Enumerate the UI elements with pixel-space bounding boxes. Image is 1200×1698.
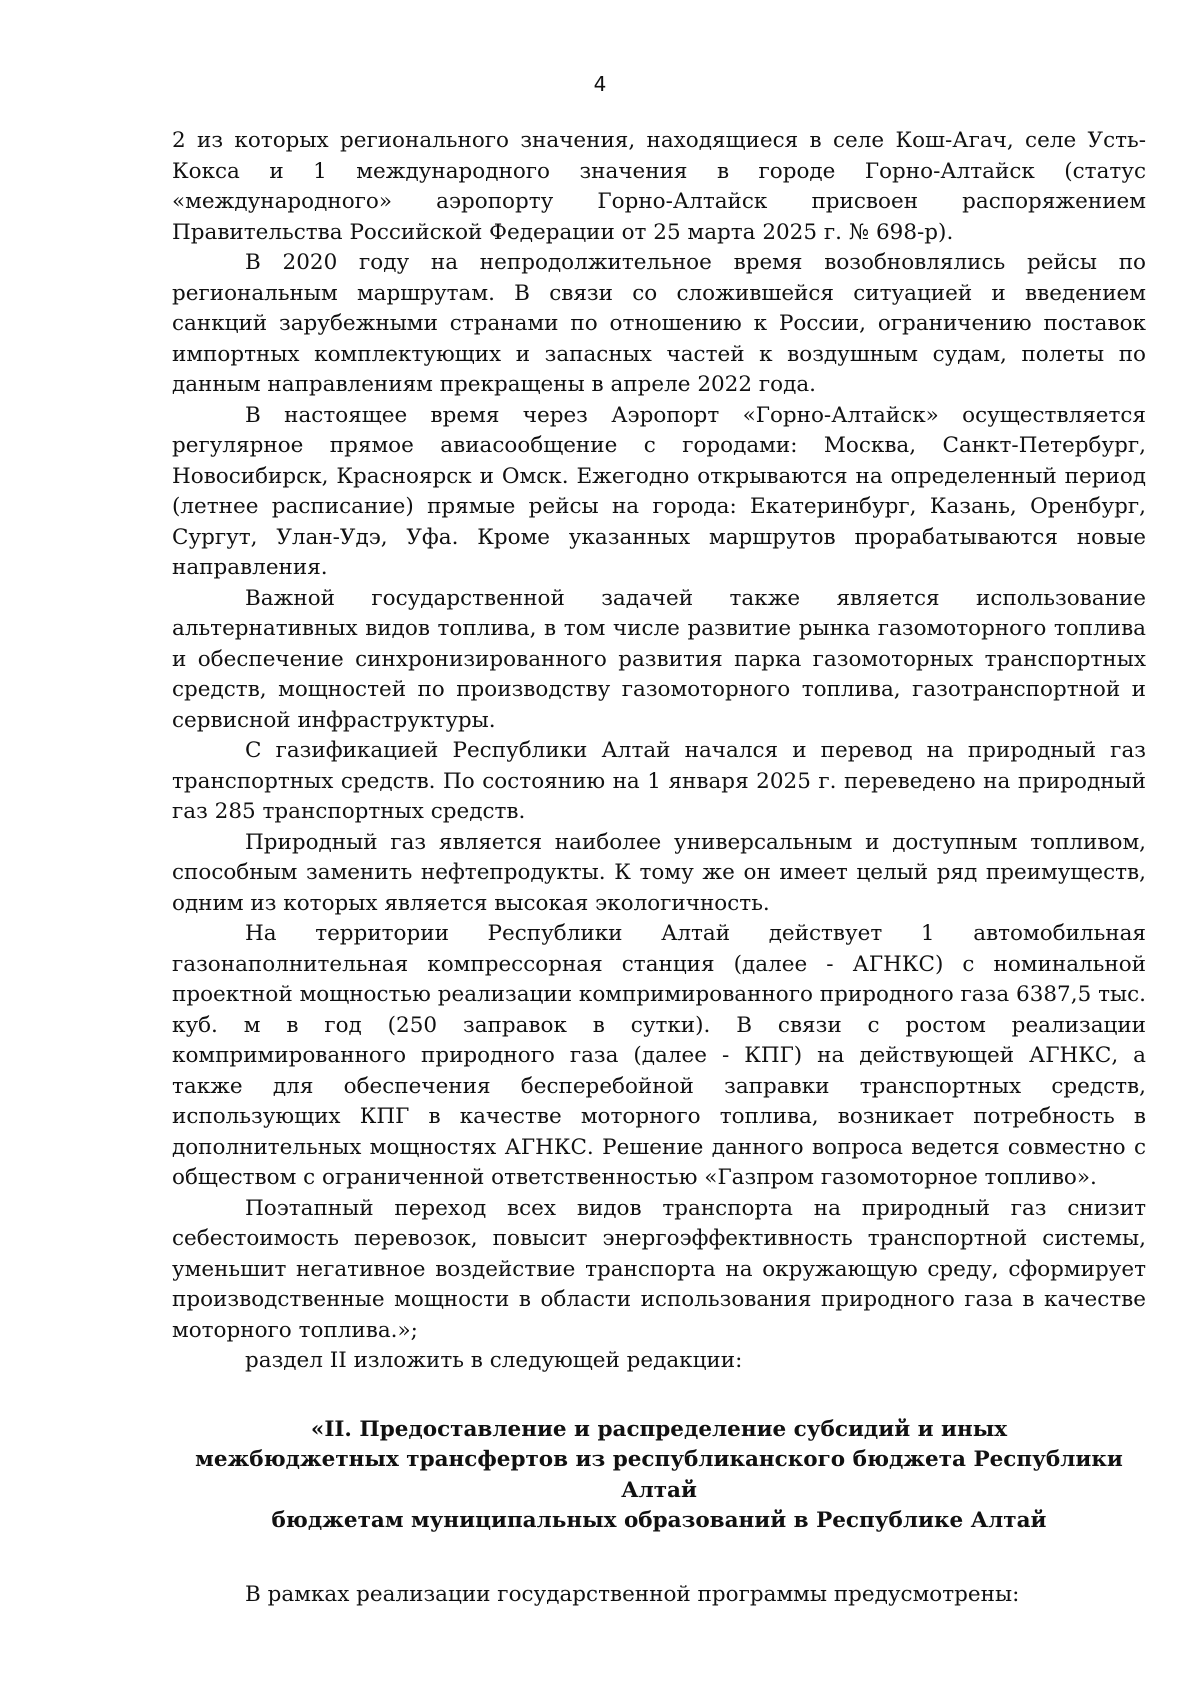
paragraph-gasification: С газификацией Республики Алтай начался и перевод на природный газ транспортных средств. По состоянию на 1 января 2025 г. переведено на природный газ 285 транспортных средств. bbox=[172, 738, 1146, 824]
paragraph-current-routes: В настоящее время через Аэропорт «Горно-Алтайск» осуществляется регулярное прямое авиасообщение с городами: Москва, Санкт-Петербург, Новосибирск, Красноярск и Омск. Ежегодно открываются на определенный период (летнее расписание) прямые рейсы на города: Екатеринбург, Казань, Оренбург, Сургут, Улан-Удэ, Уфа. Кроме указанных маршрутов прорабатываются новые направления. bbox=[172, 402, 1146, 580]
paragraph-program-provisions: В рамках реализации государственной программы предусмотрены: bbox=[245, 1581, 1020, 1607]
section-heading-line-1: «II. Предоставление и распределение субсидий и иных bbox=[310, 1416, 1008, 1442]
page-number: 4 bbox=[593, 72, 607, 96]
paragraph-transition: Поэтапный переход всех видов транспорта на природный газ снизит себестоимость перевозок, повысит энергоэффективность транспортной системы, уменьшит негативное воздействие транспорта на окружающую среду, сформирует производственные мощности в области использования природного газа в качестве моторного топлива.»; bbox=[172, 1195, 1146, 1343]
paragraph-section-instruction: раздел II изложить в следующей редакции: bbox=[245, 1348, 743, 1373]
paragraph-agnks-station: На территории Республики Алтай действует 1 автомобильная газонаполнительная компрессорная станция (далее - АГНКС) с номинальной проектной мощностью реализации компримированного природного газа 6387,5 тыс. куб. м в год (250 заправок в сутки). В связи с ростом реализации компримированного природного газа (далее - КПГ) на действующей АГНКС, а также для обеспечения бесперебойной заправки транспортных средств, использующих КПГ в качестве моторного топлива, возникает потребность в дополнительных мощностях АГНКС. Решение данного вопроса ведется совместно с обществом с ограниченной ответственностью «Газпром газомоторное топливо». bbox=[172, 921, 1146, 1190]
paragraph-regional-flights: В 2020 году на непродолжительное время возобновлялись рейсы по региональным маршрутам. В связи со сложившейся ситуацией и введением санкций зарубежными странами по отношению к России, ограничению поставок импортных комплектующих и запасных частей к воздушным судам, полеты по данным направлениям прекращены в апреле 2022 года. bbox=[172, 250, 1146, 397]
document-body bbox=[172, 126, 1146, 1610]
paragraph-alternative-fuel: Важной государственной задачей также является использование альтернативных видов топлива, в том числе развитие рынка газомоторного топлива и обеспечение синхронизированного развития парка газомоторных транспортных средств, мощностей по производству газомоторного топлива, газотранспортной и сервисной инфраструктуры. bbox=[172, 585, 1146, 733]
section-heading-line-3: бюджетам муниципальных образований в Республике Алтай bbox=[271, 1508, 1047, 1533]
section-heading-line-2: межбюджетных трансфертов из республиканского бюджета Республики Алтай bbox=[195, 1447, 1123, 1503]
paragraph-airports: 2 из которых регионального значения, находящиеся в селе Кош-Агач, селе Усть-Кокса и 1 международного значения в городе Горно-Алтайск (статус «международного» аэропорту Горно-Алтайск присвоен распоряжением Правительства Российской Федерации от 25 марта 2025 г. № 698-р). bbox=[172, 128, 1146, 245]
section-heading bbox=[172, 1415, 1146, 1537]
paragraph-natural-gas: Природный газ является наиболее универсальным и доступным топливом, способным заменить нефтепродукты. К тому же он имеет целый ряд преимуществ, одним из которых является высокая экологичность. bbox=[172, 829, 1146, 916]
